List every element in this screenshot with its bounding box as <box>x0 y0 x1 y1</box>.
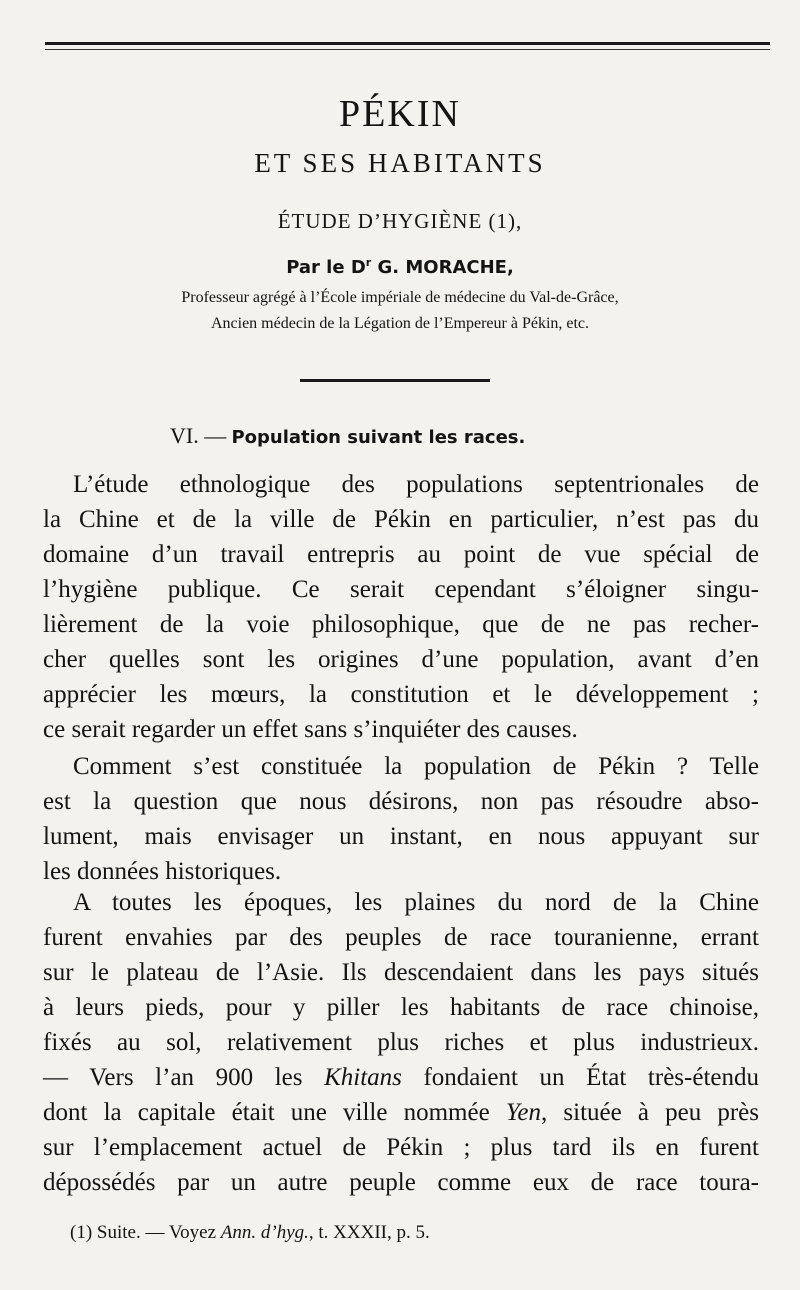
text-line: fixés au sol, relativement plus riches et plus industrieux. <box>43 1029 759 1056</box>
text-line: sur l’emplacement actuel de Pékin ; plus tard ils en furent <box>43 1134 759 1161</box>
text-line: domaine d’un travail entrepris au point de vue spécial de <box>43 541 759 568</box>
author-affiliation-1: Professeur agrégé à l’École impériale de médecine du Val-de-Grâce, <box>181 289 619 306</box>
text-line: à leurs pieds, pour y piller les habitants de race chinoise, <box>43 994 759 1021</box>
paragraph-2 <box>43 749 759 889</box>
section-number: VI. — <box>170 423 227 448</box>
footnote <box>70 1222 430 1244</box>
header-rule-thin <box>45 49 770 50</box>
text-line: sur le plateau de l’Asie. Ils descendaient dans les pays situés <box>43 959 759 986</box>
text-line: lument, mais envisager un instant, en nous appuyant sur <box>43 823 759 850</box>
text-run: — Vers l’an 900 les <box>43 1064 325 1091</box>
paragraph-1 <box>43 467 759 747</box>
author-name: G. MORACHE, <box>377 257 514 278</box>
text-line: furent envahies par des peuples de race touranienne, errant <box>43 924 759 951</box>
study-subtitle: ÉTUDE D’HYGIÈNE (1), <box>277 209 523 233</box>
author-affiliation-2: Ancien médecin de la Légation de l’Empereur à Pékin, etc. <box>210 315 590 332</box>
text-line: L’étude ethnologique des populations septentrionales de <box>73 471 759 498</box>
paragraph-3 <box>43 885 759 1200</box>
text-line: est la question que nous désirons, non pas résoudre abso- <box>43 788 759 815</box>
text-line: dépossédés par un autre peuple comme eux de race toura- <box>43 1169 759 1196</box>
text-line-khitans <box>43 1060 759 1095</box>
text-line: A toutes les époques, les plaines du nord de la Chine <box>73 889 759 916</box>
emphasis-yen: Yen <box>505 1099 542 1126</box>
text-line: la Chine et de la ville de Pékin en particulier, n’est pas du <box>43 506 759 533</box>
author-line <box>0 256 800 278</box>
footnote-journal: Ann. d’hyg. <box>220 1222 309 1243</box>
text-line-yen <box>43 1095 759 1130</box>
text-run: dont la capitale était une ville nommée <box>43 1099 506 1126</box>
text-line: les données historiques. <box>43 858 282 885</box>
text-line: ce serait regarder un effet sans s’inquiéter des causes. <box>43 716 578 743</box>
article-title: PÉKIN <box>339 93 461 135</box>
text-line: cher quelles sont les origines d’une population, avant d’en <box>43 646 759 673</box>
text-line: apprécier les mœurs, la constitution et le développement ; <box>43 681 759 708</box>
text-line: l’hygiène publique. Ce serait cependant s’éloigner singu- <box>43 576 759 603</box>
author-prefix-sup: r <box>365 256 372 269</box>
emphasis-khitans: Khitans <box>324 1064 402 1091</box>
text-run: fondaient un État très-étendu <box>401 1064 759 1091</box>
text-run: , située à peu près <box>541 1099 760 1126</box>
footnote-text: (1) Suite. — Voyez <box>70 1222 221 1243</box>
header-rule-thick <box>45 42 770 45</box>
text-line: Comment s’est constituée la population de Pékin ? Telle <box>73 753 759 780</box>
footnote-ref: , t. XXXII, p. 5. <box>308 1222 430 1243</box>
section-divider-rule <box>300 379 490 382</box>
text-line: lièrement de la voie philosophique, que de ne pas recher- <box>43 611 759 638</box>
section-heading <box>170 423 525 449</box>
section-title: Population suivant les races. <box>231 427 526 448</box>
author-prefix: Par le D <box>286 257 366 278</box>
article-subtitle: ET SES HABITANTS <box>254 148 546 178</box>
